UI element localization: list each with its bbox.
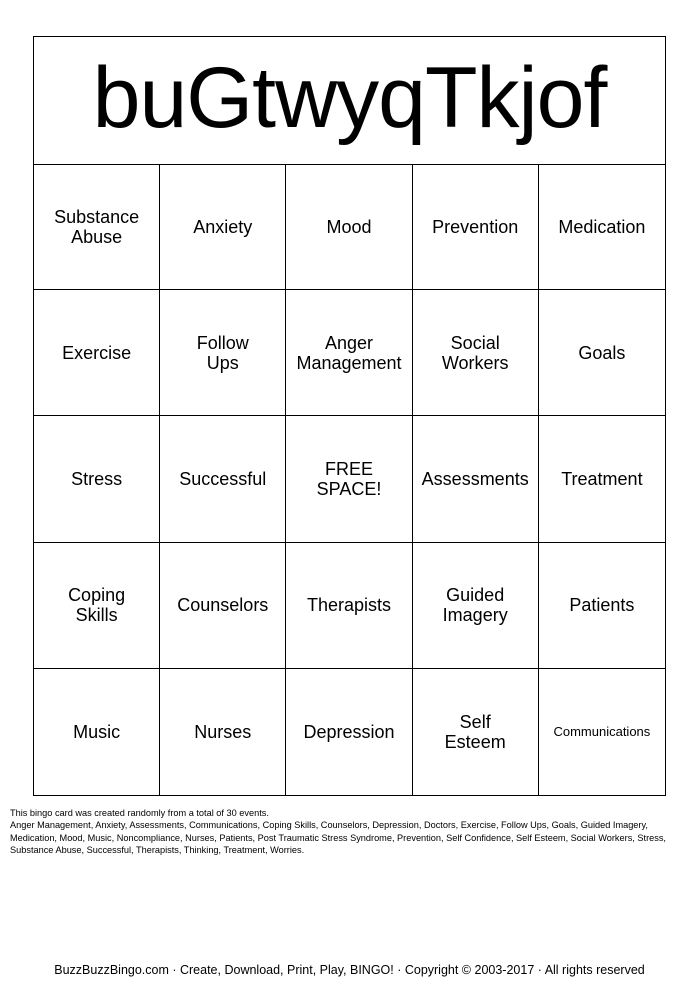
bingo-card (33, 36, 666, 796)
bingo-cell: Medication (539, 164, 665, 290)
bingo-cell: Patients (539, 543, 665, 669)
card-header (34, 37, 665, 165)
info-events-list: Anger Management, Anxiety, Assessments, Communications, Coping Skills, Counselors, Depression, Doctors, Exercise, Follow Ups, Goals, Guided Imagery, Medication, Mood, Music, Noncompliance, Nurses, Patients, Post Traumatic Stress Syndrome, Prevention, Self Confidence, Self Esteem, Social Workers, Stress, Substance Abuse, Successful, Therapists, Thinking, Treatment, Worries. (10, 820, 666, 856)
bingo-cell: Substance Abuse (34, 164, 160, 290)
bingo-cell: Successful (160, 416, 286, 542)
bingo-cell: Treatment (539, 416, 665, 542)
card-title: buGtwyqTkjof (92, 49, 607, 146)
bingo-cell: Assessments (413, 416, 539, 542)
bingo-cell: Prevention (413, 164, 539, 290)
bingo-cell: Depression (286, 669, 412, 795)
bingo-cell: Coping Skills (34, 543, 160, 669)
bingo-cell: Anger Management (286, 290, 412, 416)
bingo-cell: Stress (34, 416, 160, 542)
bingo-cell: Follow Ups (160, 290, 286, 416)
bingo-cell: Goals (539, 290, 665, 416)
footer-copyright: BuzzBuzzBingo.com · Create, Download, Print, Play, BINGO! · Copyright © 2003-2017 · All rights reserved (54, 963, 645, 977)
bingo-cell: Mood (286, 164, 412, 290)
bingo-grid (34, 164, 665, 795)
card-info (10, 807, 690, 857)
bingo-cell: Social Workers (413, 290, 539, 416)
bingo-cell: Counselors (160, 543, 286, 669)
bingo-cell: Self Esteem (413, 669, 539, 795)
free-space-cell: FREE SPACE! (286, 416, 412, 542)
bingo-cell: Anxiety (160, 164, 286, 290)
bingo-cell: Therapists (286, 543, 412, 669)
info-intro: This bingo card was created randomly from a total of 30 events. (10, 808, 269, 818)
bingo-cell: Guided Imagery (413, 543, 539, 669)
bingo-cell: Exercise (34, 290, 160, 416)
bingo-cell: Music (34, 669, 160, 795)
bingo-cell: Communications (553, 723, 651, 739)
bingo-cell: Nurses (160, 669, 286, 795)
